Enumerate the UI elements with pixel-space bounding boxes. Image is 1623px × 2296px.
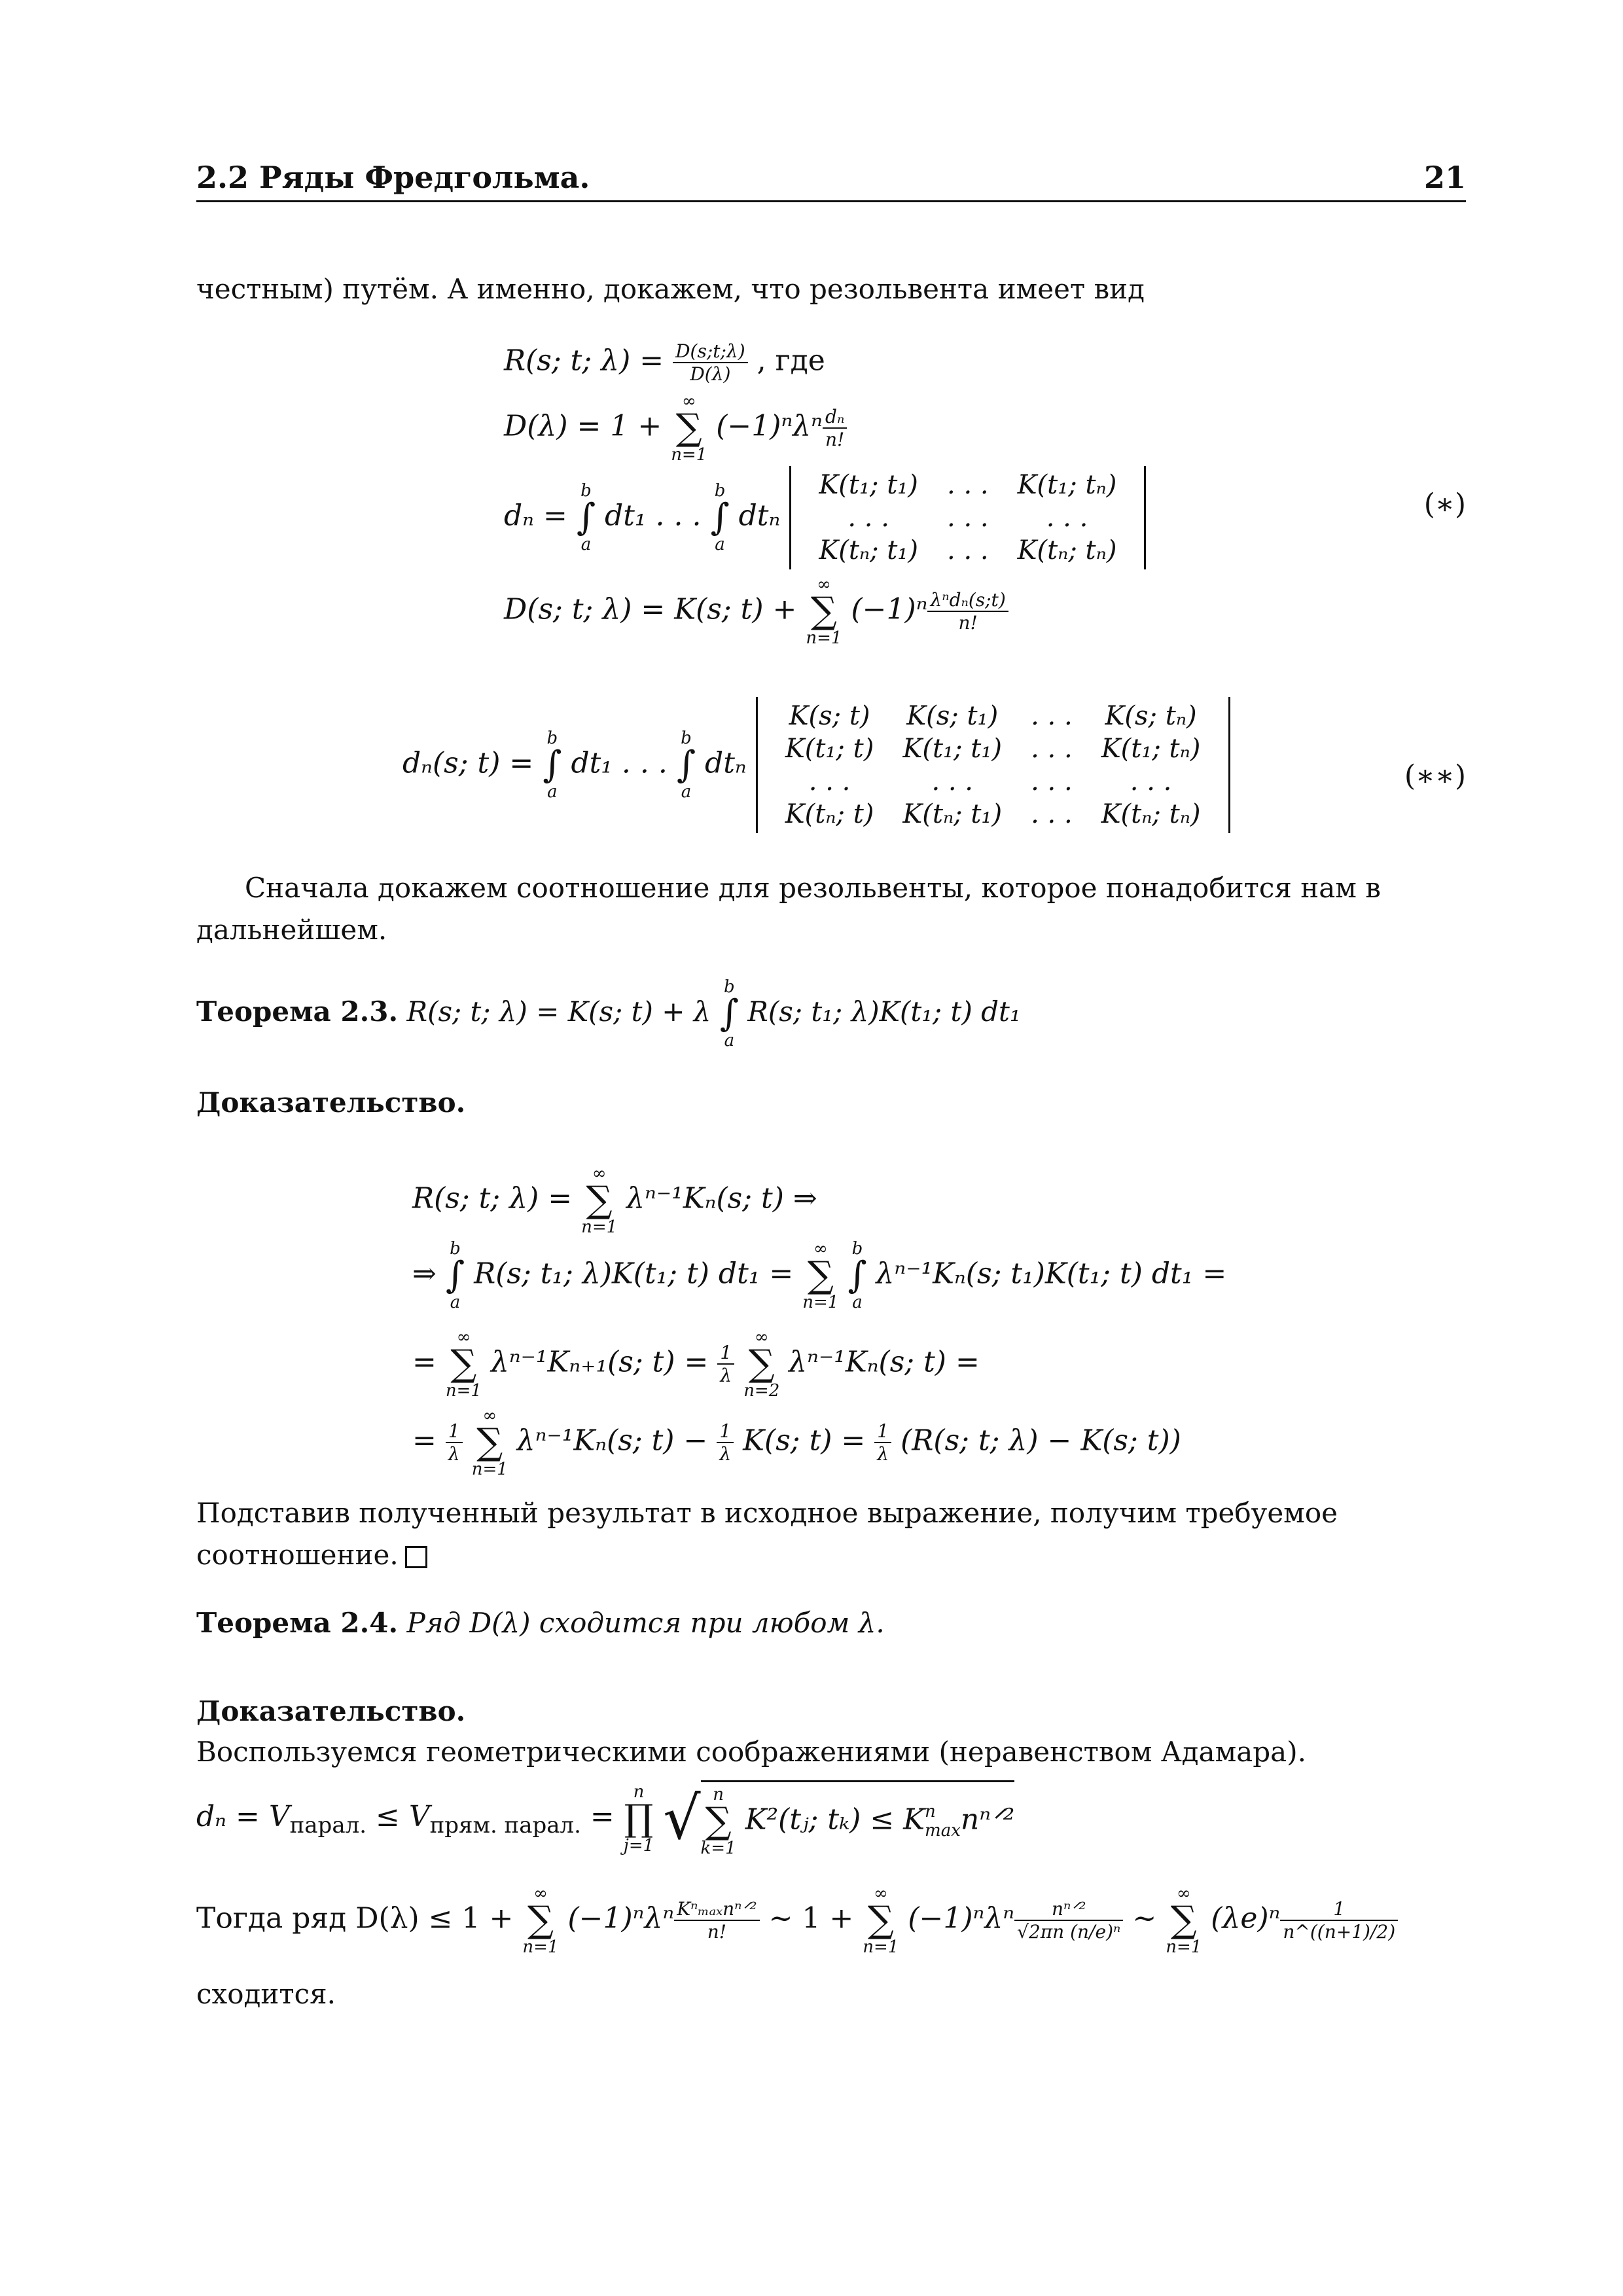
proof-line-3-mid: λⁿ⁻¹Kₙ₊₁(s; t) = xyxy=(490,1345,709,1379)
sum-sub: n=1 xyxy=(581,1217,618,1237)
determinant-cell: . . . xyxy=(1031,799,1073,829)
sqrt-radicand xyxy=(701,1780,1015,1857)
fraction-dn-over-nfact xyxy=(823,406,847,450)
sum-op xyxy=(446,1329,482,1399)
sum-op xyxy=(743,1329,779,1399)
implies: ⇒ xyxy=(412,1257,437,1291)
proof-label-1: Доказательство. xyxy=(196,1086,466,1119)
determinant-row xyxy=(771,798,1215,831)
fraction-lambda-dn xyxy=(927,589,1008,634)
proof-line-4-rhs: (R(s; t; λ) − K(s; t)) xyxy=(901,1424,1181,1458)
theorem-2-4-label: Теорема 2.4. xyxy=(196,1607,399,1639)
paragraph-1: Сначала докажем соотношение для резольвенты, которое понадобится нам в дальнейшем. xyxy=(196,872,1381,946)
frac-den: √2πn (n/e)ⁿ xyxy=(1017,1921,1121,1943)
proof-line-2-rhs: λⁿ⁻¹Kₙ(s; t₁)K(t₁; t) dt₁ = xyxy=(876,1257,1227,1291)
int-symbol: ∫ xyxy=(719,992,739,1035)
final-sim-2: ∼ xyxy=(1132,1901,1157,1935)
kmax-sub: max xyxy=(925,1821,961,1840)
proof-line-3 xyxy=(412,1329,980,1399)
determinant-cell: K(t₁; t₁) xyxy=(819,470,918,500)
determinant-2-table xyxy=(771,700,1215,831)
int-lower: a xyxy=(715,535,725,554)
determinant-cell: . . . xyxy=(931,766,974,797)
final-series xyxy=(196,1885,1398,1956)
eq-D-s-t xyxy=(504,576,1008,647)
proof-2-text: Воспользуемся геометрическими соображениями (неравенством Адамара). xyxy=(196,1736,1306,1768)
dt-1: dt₁ . . . xyxy=(605,499,702,533)
eq-D-lambda xyxy=(504,393,847,463)
final-term-1: (−1)ⁿλⁿ xyxy=(567,1901,675,1935)
final-sim-1: ∼ 1 + xyxy=(768,1901,854,1935)
eq-dn-s-t xyxy=(402,697,1230,833)
sum-sup: ∞ xyxy=(754,1327,769,1347)
frac-num: dₙ xyxy=(823,406,847,429)
frac-num: λⁿdₙ(s;t) xyxy=(927,589,1008,612)
sum-sub: n=1 xyxy=(863,1937,899,1957)
frac-den: n^((n+1)/2) xyxy=(1283,1921,1396,1943)
int-symbol: ∫ xyxy=(576,496,596,539)
hadamard-tail: nⁿᐟ² xyxy=(960,1803,1015,1837)
integral-op xyxy=(446,1240,465,1311)
frac-den: D(λ) xyxy=(690,363,731,385)
dt-1: dt₁ . . . xyxy=(571,746,668,780)
determinant-row xyxy=(804,501,1131,534)
sum-sup: ∞ xyxy=(482,1406,497,1426)
int-symbol: ∫ xyxy=(710,496,730,539)
integral-op xyxy=(543,730,562,800)
determinant-row xyxy=(771,732,1215,765)
frac-num: Kⁿₘₐₓnⁿᐟ² xyxy=(674,1898,759,1921)
eq-D-lambda-term: (−1)ⁿλⁿ xyxy=(716,409,823,443)
paragraph-2 xyxy=(196,1492,1466,1576)
determinant-cell: K(tₙ; t) xyxy=(785,799,874,829)
qed-square-icon xyxy=(405,1546,427,1568)
fraction-D-over-D xyxy=(673,340,748,385)
page-number: 21 xyxy=(1423,160,1466,195)
eq-tag-star: (∗) xyxy=(1423,488,1466,521)
int-upper: b xyxy=(724,977,735,997)
sum-sub: k=1 xyxy=(700,1839,736,1858)
frac-den: λ xyxy=(719,1443,732,1465)
determinant-cell: . . . xyxy=(947,535,989,565)
hadamard-eq: = xyxy=(580,1800,615,1833)
int-upper: b xyxy=(714,481,726,501)
sum-sup: ∞ xyxy=(813,1239,828,1259)
fraction-one-over-lambda xyxy=(874,1420,891,1465)
int-lower: a xyxy=(450,1293,461,1312)
sum-symbol: ∑ xyxy=(748,1342,775,1385)
int-lower: a xyxy=(724,1031,735,1050)
sum-symbol: ∑ xyxy=(675,406,702,449)
proof-line-4-mid: K(s; t) = xyxy=(743,1424,866,1458)
determinant-cell: . . . xyxy=(1046,503,1088,533)
eq-D-lambda-lhs: D(λ) = 1 + xyxy=(504,409,662,443)
determinant-cell: K(s; tₙ) xyxy=(1105,701,1197,731)
frac-den: n! xyxy=(707,1921,727,1943)
determinant-cell: K(tₙ; t₁) xyxy=(902,799,1003,829)
integral-op xyxy=(847,1240,866,1311)
prod-op xyxy=(624,1784,654,1854)
theorem-2-3-rhs: R(s; t₁; λ)K(t₁; t) dt₁ xyxy=(747,996,1021,1028)
int-lower: a xyxy=(547,782,558,802)
sum-sub: n=1 xyxy=(806,628,842,648)
kmax-scripts xyxy=(925,1803,961,1840)
frac-den: λ xyxy=(448,1443,460,1465)
sum-op xyxy=(701,1786,736,1857)
determinant-row xyxy=(804,469,1131,501)
int-lower: a xyxy=(852,1293,863,1312)
sum-op xyxy=(802,1240,838,1311)
determinant-cell: . . . xyxy=(1031,701,1073,731)
sum-sup: ∞ xyxy=(1176,1884,1191,1903)
int-upper: b xyxy=(580,481,592,501)
sum-sub: n=1 xyxy=(671,445,707,465)
int-lower: a xyxy=(580,535,592,554)
determinant-2 xyxy=(756,697,1230,833)
sum-sup: ∞ xyxy=(533,1884,548,1903)
integral-op xyxy=(710,482,729,553)
determinant-1-table xyxy=(804,469,1131,567)
fraction-one-over-lambda xyxy=(717,1342,734,1386)
hadamard-le: ≤ V xyxy=(366,1800,430,1833)
determinant-cell: K(t₁; tₙ) xyxy=(1017,470,1117,500)
sum-symbol: ∑ xyxy=(1170,1899,1197,1941)
frac-num: nⁿᐟ² xyxy=(1014,1898,1123,1921)
int-upper: b xyxy=(546,728,558,748)
final-end: сходится. xyxy=(196,1978,336,2010)
int-upper: b xyxy=(450,1239,461,1259)
hadamard-inner: K²(tⱼ; tₖ) ≤ K xyxy=(745,1803,925,1837)
prod-sub: j=1 xyxy=(623,1835,654,1856)
proof-line-1-lhs: R(s; t; λ) = xyxy=(412,1181,573,1215)
frac-den: λ xyxy=(877,1443,889,1465)
sum-sub: n=1 xyxy=(802,1293,839,1312)
sum-op xyxy=(1166,1885,1202,1956)
eq-D-s-t-term: (−1)ⁿ xyxy=(851,592,928,626)
determinant-cell: K(t₁; t) xyxy=(785,734,874,764)
determinant-cell: . . . xyxy=(1130,766,1172,797)
sum-sup: ∞ xyxy=(681,391,696,411)
eq-dn xyxy=(504,466,1146,569)
sum-op xyxy=(806,576,842,647)
integral-op xyxy=(720,978,739,1049)
frac-num: 1 xyxy=(717,1342,734,1365)
sub-rect-paral: прям. парал. xyxy=(429,1812,581,1839)
fraction-stirling xyxy=(1014,1898,1123,1943)
determinant-cell: . . . xyxy=(947,470,989,500)
sum-sub: n=2 xyxy=(743,1381,780,1401)
int-symbol: ∫ xyxy=(543,744,562,786)
proof-line-3-rhs: λⁿ⁻¹Kₙ(s; t) = xyxy=(789,1345,980,1379)
determinant-cell: . . . xyxy=(808,766,851,797)
sum-op xyxy=(472,1407,508,1478)
sum-sub: n=1 xyxy=(445,1381,482,1401)
integral-op xyxy=(577,482,596,553)
int-upper: b xyxy=(681,728,692,748)
sum-sub: n=1 xyxy=(1166,1937,1202,1957)
int-symbol: ∫ xyxy=(445,1254,465,1297)
final-start: Тогда ряд D(λ) ≤ 1 + xyxy=(196,1901,514,1935)
fraction-kmax xyxy=(674,1898,759,1943)
intro-text: честным) путём. А именно, докажем, что резольвента имеет вид xyxy=(196,273,1145,305)
section-title: 2.2 Ряды Фредгольма. xyxy=(196,160,590,195)
frac-num: 1 xyxy=(874,1420,891,1443)
frac-den: λ xyxy=(720,1365,732,1386)
determinant-row xyxy=(771,765,1215,798)
sum-sup: ∞ xyxy=(817,575,831,594)
theorem-2-4-text: Ряд D(λ) сходится при любом λ. xyxy=(406,1607,885,1639)
running-header xyxy=(196,157,1466,202)
proof-line-1 xyxy=(412,1165,817,1236)
fraction-one-over-lambda xyxy=(446,1420,463,1465)
determinant-cell: . . . xyxy=(1031,766,1073,797)
sum-sup: ∞ xyxy=(456,1327,471,1347)
sum-sub: n=1 xyxy=(522,1937,559,1957)
sum-symbol: ∑ xyxy=(527,1899,554,1941)
determinant-cell: K(s; t) xyxy=(789,701,870,731)
frac-num: 1 xyxy=(717,1420,734,1443)
dt-n: dtₙ xyxy=(738,499,781,533)
determinant-cell: K(t₁; tₙ) xyxy=(1101,734,1201,764)
sum-sup: ∞ xyxy=(592,1164,607,1183)
integral-op xyxy=(677,730,696,800)
sum-symbol: ∑ xyxy=(807,1254,834,1297)
fraction-one-over-lambda xyxy=(717,1420,734,1465)
sum-symbol: ∑ xyxy=(586,1179,613,1221)
eq-resolvent-lhs: R(s; t; λ) = xyxy=(504,344,664,378)
sqrt-icon: √ xyxy=(663,1784,701,1853)
hadamard-inequality xyxy=(196,1780,1014,1857)
proof-line-4 xyxy=(412,1407,1181,1478)
frac-num: D(s;t;λ) xyxy=(673,340,748,363)
final-term-3: (λe)ⁿ xyxy=(1211,1901,1281,1935)
frac-den: n! xyxy=(958,612,978,634)
sub-paral: парал. xyxy=(289,1812,366,1839)
sum-symbol: ∑ xyxy=(810,590,837,632)
theorem-2-3-label: Теорема 2.3. xyxy=(196,996,399,1028)
determinant-cell: K(s; t₁) xyxy=(906,701,999,731)
determinant-cell: K(tₙ; tₙ) xyxy=(1101,799,1201,829)
determinant-1 xyxy=(789,466,1146,569)
theorem-2-4 xyxy=(196,1607,885,1639)
determinant-cell: . . . xyxy=(947,503,989,533)
sum-symbol: ∑ xyxy=(476,1421,503,1463)
eq-dn-lhs: dₙ = xyxy=(504,499,567,533)
determinant-row xyxy=(771,700,1215,732)
int-symbol: ∫ xyxy=(847,1254,867,1297)
final-term-2: (−1)ⁿλⁿ xyxy=(908,1901,1015,1935)
int-symbol: ∫ xyxy=(676,744,696,786)
determinant-cell: K(tₙ; t₁) xyxy=(819,535,919,565)
prod-sup: n xyxy=(633,1782,645,1802)
proof-label-2: Доказательство. xyxy=(196,1695,466,1727)
int-lower: a xyxy=(681,782,692,802)
word-where: , где xyxy=(757,344,825,378)
determinant-cell: K(tₙ; tₙ) xyxy=(1017,535,1117,565)
sum-symbol: ∑ xyxy=(705,1800,732,1842)
determinant-cell: . . . xyxy=(1031,734,1073,764)
determinant-cell: . . . xyxy=(847,503,889,533)
sum-op xyxy=(522,1885,558,1956)
eq-dn-s-t-lhs: dₙ(s; t) = xyxy=(402,746,534,780)
int-upper: b xyxy=(851,1239,863,1259)
eq-D-s-t-lhs: D(s; t; λ) = K(s; t) + xyxy=(504,592,797,626)
equals: = xyxy=(412,1345,437,1379)
frac-num: 1 xyxy=(1280,1898,1398,1921)
frac-den: n! xyxy=(825,429,845,450)
eq-tag-double-star: (∗∗) xyxy=(1404,759,1466,793)
frac-num: 1 xyxy=(446,1420,463,1443)
determinant-cell: K(t₁; t₁) xyxy=(902,734,1002,764)
sum-symbol: ∑ xyxy=(867,1899,894,1941)
sum-op xyxy=(863,1885,899,1956)
kmax-sup: n xyxy=(925,1802,936,1822)
proof-line-4-term: λⁿ⁻¹Kₙ(s; t) − xyxy=(516,1424,708,1458)
fraction-power xyxy=(1280,1898,1398,1943)
theorem-2-3-lhs: R(s; t; λ) = K(s; t) + λ xyxy=(406,996,711,1028)
theorem-2-3 xyxy=(196,978,1021,1049)
proof-line-2-mid: R(s; t₁; λ)K(t₁; t) dt₁ = xyxy=(474,1257,794,1291)
prod-symbol: ∏ xyxy=(624,1797,654,1840)
sum-sub: n=1 xyxy=(471,1460,508,1479)
sum-sup: n xyxy=(713,1785,724,1804)
dt-n: dtₙ xyxy=(705,746,747,780)
proof-line-2 xyxy=(412,1240,1226,1311)
equals: = xyxy=(412,1424,437,1458)
hadamard-lhs: dₙ = V xyxy=(196,1800,290,1833)
sum-symbol: ∑ xyxy=(450,1342,477,1385)
eq-resolvent xyxy=(504,340,825,385)
sum-op xyxy=(671,393,707,463)
sum-op xyxy=(581,1165,617,1236)
sum-sup: ∞ xyxy=(873,1884,888,1903)
determinant-row xyxy=(804,534,1131,567)
paragraph-2-text: Подставив полученный результат в исходное выражение, получим требуемое соотношение. xyxy=(196,1497,1338,1571)
proof-line-1-rhs: λⁿ⁻¹Kₙ(s; t) ⇒ xyxy=(626,1181,817,1215)
